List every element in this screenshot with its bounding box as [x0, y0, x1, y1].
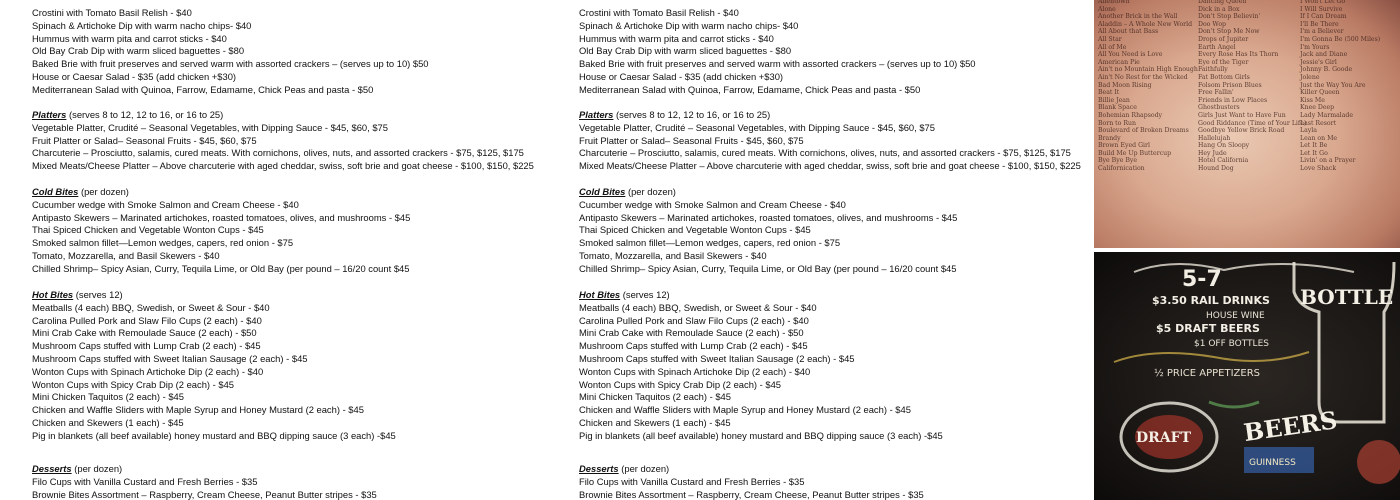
menu-item: Antipasto Skewers – Marinated artichokes, roasted tomatoes, olives, and mushrooms - $45: [579, 211, 958, 223]
menu-item: Mini Chicken Taquitos (2 each) - $45: [579, 391, 731, 403]
song-title: Hound Dog: [1198, 165, 1234, 173]
song-title: Don't Stop Me Now: [1198, 28, 1260, 36]
song-title: Ain't No Rest for the Wicked: [1098, 73, 1188, 81]
chalk-line-3: $5 DRAFT BEERS: [1156, 322, 1260, 335]
menu-item: Antipasto Skewers – Marinated artichokes, roasted tomatoes, olives, and mushrooms - $45: [32, 211, 411, 223]
song-title: I'll Be There: [1300, 20, 1339, 28]
menu-item: Chilled Shrimp– Spicy Asian, Curry, Tequila Lime, or Old Bay (per pound – 16/20 count $45: [579, 262, 957, 274]
song-title: Girls Just Want to Have Fun: [1198, 111, 1286, 119]
desserts-section: [579, 463, 1119, 500]
song-title: Just the Way You Are: [1300, 81, 1366, 89]
menu-item: Baked Brie with fruit preserves and served warm with assorted crackers – (serves up to 10) $50: [579, 58, 976, 70]
menu-item: Old Bay Crab Dip with warm sliced baguettes - $80: [32, 45, 245, 57]
menu-item: Wonton Cups with Spinach Artichoke Dip (2 each) - $40: [32, 365, 264, 377]
song-title: Bad Moon Rising: [1098, 81, 1152, 89]
section-note: (per dozen): [618, 463, 670, 474]
song-title: Folsom Prison Blues: [1198, 81, 1262, 89]
song-title: Jolene: [1300, 73, 1320, 81]
song-title: Blank Space: [1098, 104, 1137, 112]
song-title: Don't Stop Believin': [1198, 13, 1261, 21]
song-title: All About that Bass: [1098, 28, 1159, 36]
menu-item: Smoked salmon fillet—Lemon wedges, capers, red onion - $75: [579, 237, 841, 249]
section-title: Cold Bites: [32, 186, 79, 197]
menu-item: Mixed Meats/Cheese Platter – Above charcuterie with aged cheddar, swiss, soft brie and goat cheese - $100, $150, $225: [579, 160, 1081, 172]
menu-item: Charcuterie – Prosciutto, salamis, cured meats. With cornichons, olives, nuts, and assorted crackers - $75, $125, $175: [579, 147, 1071, 159]
menu-item: Tomato, Mozzarella, and Basil Skewers - $40: [579, 249, 767, 261]
song-title: Born to Run: [1098, 119, 1136, 127]
song-list-column-3: [1300, 0, 1380, 173]
song-title: American Pie: [1098, 58, 1140, 66]
menu-item: Brownie Bites Assortment – Raspberry, Cream Cheese, Peanut Butter stripes - $35: [579, 488, 924, 500]
menu-item: House or Caesar Salad - $35 (add chicken +$30): [32, 70, 237, 82]
song-title: Brandy: [1098, 134, 1121, 142]
menu-item: Cucumber wedge with Smoke Salmon and Cream Cheese - $40: [579, 198, 846, 210]
song-title: Dancing Queen: [1198, 0, 1247, 5]
song-title: All You Need is Love: [1098, 51, 1163, 59]
chalkboard-photo: [1094, 252, 1400, 500]
song-title: Drops of Jupiter: [1198, 35, 1249, 43]
song-title: I'm Gonna Be (500 Miles): [1300, 35, 1381, 43]
song-list-column-1: [1098, 0, 1198, 173]
menu-page-right: [579, 0, 1119, 500]
song-title: Lean on Me: [1300, 134, 1338, 142]
chalk-beers-word: BEERS: [1241, 405, 1340, 448]
song-title: Lady Marmalade: [1300, 111, 1354, 119]
menu-item: Spinach & Artichoke Dip with warm nacho chips- $40: [32, 19, 252, 31]
chalk-draft-word: DRAFT: [1136, 430, 1191, 446]
song-title: Brown Eyed Girl: [1098, 142, 1150, 150]
section-heading: [32, 109, 572, 122]
menu-item: Mushroom Caps stuffed with Lump Crab (2 each) - $45: [32, 340, 261, 352]
platters-section: [579, 109, 1119, 173]
menu-item: Brownie Bites Assortment – Raspberry, Cream Cheese, Peanut Butter stripes - $35: [32, 488, 377, 500]
song-title: Dick in a Box: [1198, 5, 1240, 13]
menu-item: Wonton Cups with Spicy Crab Dip (2 each) - $45: [32, 378, 235, 390]
menu-item: Carolina Pulled Pork and Slaw Filo Cups (2 each) - $40: [579, 314, 809, 326]
song-title: All of Me: [1098, 43, 1127, 51]
menu-item: Mini Chicken Taquitos (2 each) - $45: [32, 391, 184, 403]
section-heading: [32, 463, 572, 476]
menu-item: Thai Spiced Chicken and Vegetable Wonton Cups - $45: [32, 224, 264, 236]
song-title: Free Fallin': [1198, 89, 1234, 97]
menu-item: Hummus with warm pita and carrot sticks - $40: [32, 32, 227, 44]
menu-item: Chilled Shrimp– Spicy Asian, Curry, Tequila Lime, or Old Bay (per pound – 16/20 count $45: [32, 262, 410, 274]
song-title: Build Me Up Buttercup: [1098, 149, 1172, 157]
menu-item: Meatballs (4 each) BBQ, Swedish, or Sweet & Sour - $40: [579, 301, 817, 313]
song-title: Friends in Low Places: [1198, 96, 1268, 104]
chalk-line-1: $3.50 RAIL DRINKS: [1152, 294, 1270, 307]
menu-item: Vegetable Platter, Crudité – Seasonal Vegetables, with Dipping Sauce - $45, $60, $75: [579, 121, 935, 133]
dips-salads-section: [32, 7, 572, 97]
menu-item: Fruit Platter or Salad– Seasonal Fruits - $45, $60, $75: [32, 134, 257, 146]
menu-item: Wonton Cups with Spicy Crab Dip (2 each) - $45: [579, 378, 782, 390]
cold-bites-section: [579, 186, 1119, 276]
menu-item: Crostini with Tomato Basil Relish - $40: [579, 7, 739, 18]
song-title: Bohemian Rhapsody: [1098, 111, 1163, 119]
song-title: Last Resort: [1300, 119, 1337, 127]
desserts-section: [32, 463, 572, 500]
song-title: Hallelujah: [1198, 134, 1231, 142]
song-title: Johnny B. Goode: [1300, 66, 1353, 74]
cold-bites-section: [32, 186, 572, 276]
song-title: Ghostbusters: [1198, 104, 1240, 112]
menu-item: Filo Cups with Vanilla Custard and Fresh Berries - $35: [579, 475, 805, 487]
menu-item: Chicken and Waffle Sliders with Maple Syrup and Honey Mustard (2 each) - $45: [32, 404, 364, 416]
menu-item: Filo Cups with Vanilla Custard and Fresh Berries - $35: [32, 475, 258, 487]
song-title: Allentown: [1098, 0, 1130, 5]
song-title: Aladdin – A Whole New World: [1098, 20, 1193, 28]
song-title: Livin' on a Prayer: [1300, 157, 1356, 165]
song-title: Hang On Sloopy: [1198, 142, 1250, 150]
song-title: Eye of the Tiger: [1198, 58, 1249, 66]
song-title: Hey Jude: [1198, 149, 1227, 157]
section-title: Platters: [579, 109, 614, 120]
chalk-bottle-word: BOTTLE: [1300, 285, 1394, 309]
menu-item: Vegetable Platter, Crudité – Seasonal Vegetables, with Dipping Sauce - $45, $60, $75: [32, 121, 388, 133]
menu-item: Chicken and Waffle Sliders with Maple Syrup and Honey Mustard (2 each) - $45: [579, 404, 911, 416]
section-heading: [32, 186, 572, 199]
song-title: Bye Bye Bye: [1098, 157, 1138, 165]
menu-item: Mushroom Caps stuffed with Sweet Italian Sausage (2 each) - $45: [32, 352, 308, 364]
section-note: (serves 12): [73, 289, 123, 300]
song-title: Jessie's Girl: [1300, 58, 1337, 66]
song-title: I Will Survive: [1300, 5, 1343, 13]
chalk-logo-word: GUINNESS: [1249, 458, 1296, 468]
menu-item: Baked Brie with fruit preserves and served warm with assorted crackers – (serves up to 10) $50: [32, 58, 429, 70]
song-title: Californication: [1098, 165, 1145, 173]
section-title: Cold Bites: [579, 186, 626, 197]
platters-section: [32, 109, 572, 173]
menu-item: Mushroom Caps stuffed with Sweet Italian Sausage (2 each) - $45: [579, 352, 855, 364]
section-title: Desserts: [579, 463, 619, 474]
chalkboard-drawing: [1094, 252, 1400, 500]
song-title: Alone: [1098, 5, 1116, 13]
song-title: Good Riddance (Time of Your Life): [1198, 119, 1307, 127]
song-title: Fat Bottom Girls: [1198, 73, 1250, 81]
section-note: (per dozen): [71, 463, 123, 474]
menu-item: Fruit Platter or Salad– Seasonal Fruits - $45, $60, $75: [579, 134, 804, 146]
section-heading: [32, 289, 572, 302]
song-title: Let It Go: [1300, 149, 1328, 157]
section-note: (per dozen): [625, 186, 676, 197]
song-title: I Won't Let Go: [1300, 0, 1346, 5]
menu-item: Chicken and Skewers (1 each) - $45: [579, 416, 731, 428]
menu-item: Mixed Meats/Cheese Platter – Above charcuterie with aged cheddar, swiss, soft brie and goat cheese - $100, $150, $225: [32, 160, 534, 172]
menu-item: Tomato, Mozzarella, and Basil Skewers - $40: [32, 249, 220, 261]
chalk-line-4: $1 OFF BOTTLES: [1194, 339, 1269, 349]
song-title: All Star: [1098, 35, 1122, 43]
song-title: Faithfully: [1198, 66, 1228, 74]
section-note: (serves 8 to 12, 12 to 16, or 16 to 25): [66, 109, 224, 120]
section-heading: [579, 186, 1119, 199]
song-title: Killer Queen: [1300, 89, 1340, 97]
menu-item: Mini Crab Cake with Remoulade Sauce (2 each) - $50: [579, 327, 804, 339]
section-title: Desserts: [32, 463, 72, 474]
song-title: Goodbye Yellow Brick Road: [1198, 127, 1285, 135]
menu-item: Smoked salmon fillet—Lemon wedges, capers, red onion - $75: [32, 237, 294, 249]
menu-item: Pig in blankets (all beef available) honey mustard and BBQ dipping sauce (3 each) -$45: [32, 429, 396, 441]
hot-bites-section: [579, 289, 1119, 443]
menu-item: Old Bay Crab Dip with warm sliced baguettes - $80: [579, 45, 792, 57]
menu-item: Hummus with warm pita and carrot sticks - $40: [579, 32, 774, 44]
section-title: Hot Bites: [32, 289, 74, 300]
menu-item: Cucumber wedge with Smoke Salmon and Cream Cheese - $40: [32, 198, 299, 210]
song-title: If I Can Dream: [1300, 13, 1347, 21]
song-title: Let It Be: [1300, 142, 1328, 150]
song-title: Billie Jean: [1098, 96, 1130, 104]
song-title: Boulevard of Broken Dreams: [1098, 127, 1189, 135]
song-title: Earth Angel: [1198, 43, 1236, 51]
song-title: Beat It: [1098, 89, 1120, 97]
song-list-photo: [1094, 0, 1400, 248]
song-title: Ain't no Mountain High Enough: [1098, 66, 1198, 74]
dips-salads-section: [579, 7, 1119, 97]
menu-item: Wonton Cups with Spinach Artichoke Dip (2 each) - $40: [579, 365, 811, 377]
menu-item: Carolina Pulled Pork and Slaw Filo Cups (2 each) - $40: [32, 314, 262, 326]
section-title: Hot Bites: [579, 289, 621, 300]
section-note: (serves 8 to 12, 12 to 16, or 16 to 25): [613, 109, 771, 120]
song-title: Kiss Me: [1300, 96, 1325, 104]
song-title: I'm a Believer: [1300, 28, 1344, 36]
menu-item: Charcuterie – Prosciutto, salamis, cured meats. With cornichons, olives, nuts, and assorted crackers - $75, $125, $175: [32, 147, 524, 159]
menu-page-left: [32, 0, 572, 500]
song-list-column-2: [1198, 0, 1306, 173]
menu-item: Crostini with Tomato Basil Relish - $40: [32, 7, 192, 18]
section-title: Platters: [32, 109, 67, 120]
song-title: Doo Wop: [1198, 20, 1227, 28]
section-heading: [579, 109, 1119, 122]
section-note: (serves 12): [620, 289, 670, 300]
song-title: Hotel California: [1198, 157, 1249, 165]
song-title: Every Rose Has Its Thorn: [1198, 51, 1279, 59]
section-heading: [579, 463, 1119, 476]
song-title: Jack and Diane: [1300, 51, 1348, 59]
section-heading: [579, 289, 1119, 302]
menu-item: Pig in blankets (all beef available) honey mustard and BBQ dipping sauce (3 each) -$45: [579, 429, 943, 441]
chalk-line-5: ½ PRICE APPETIZERS: [1154, 368, 1261, 379]
menu-item: Mini Crab Cake with Remoulade Sauce (2 each) - $50: [32, 327, 257, 339]
song-title: Layla: [1300, 127, 1317, 135]
menu-item: Meatballs (4 each) BBQ, Swedish, or Sweet & Sour - $40: [32, 301, 270, 313]
menu-item: Spinach & Artichoke Dip with warm nacho chips- $40: [579, 19, 799, 31]
menu-item: Mushroom Caps stuffed with Lump Crab (2 each) - $45: [579, 340, 808, 352]
hot-bites-section: [32, 289, 572, 443]
song-title: Love Shack: [1300, 165, 1337, 173]
menu-item: House or Caesar Salad - $35 (add chicken +$30): [579, 70, 784, 82]
song-title: Knee Deep: [1300, 104, 1335, 112]
song-title: I'm Yours: [1300, 43, 1330, 51]
chalk-hours: 5-7: [1182, 267, 1222, 292]
section-note: (per dozen): [78, 186, 129, 197]
chalk-line-2: HOUSE WINE: [1206, 311, 1265, 321]
menu-item: Thai Spiced Chicken and Vegetable Wonton Cups - $45: [579, 224, 811, 236]
menu-item: Mediterranean Salad with Quinoa, Farrow, Edamame, Chick Peas and pasta - $50: [32, 83, 374, 95]
menu-item: Chicken and Skewers (1 each) - $45: [32, 416, 184, 428]
song-title: Another Brick in the Wall: [1098, 13, 1178, 21]
menu-item: Mediterranean Salad with Quinoa, Farrow, Edamame, Chick Peas and pasta - $50: [579, 83, 921, 95]
